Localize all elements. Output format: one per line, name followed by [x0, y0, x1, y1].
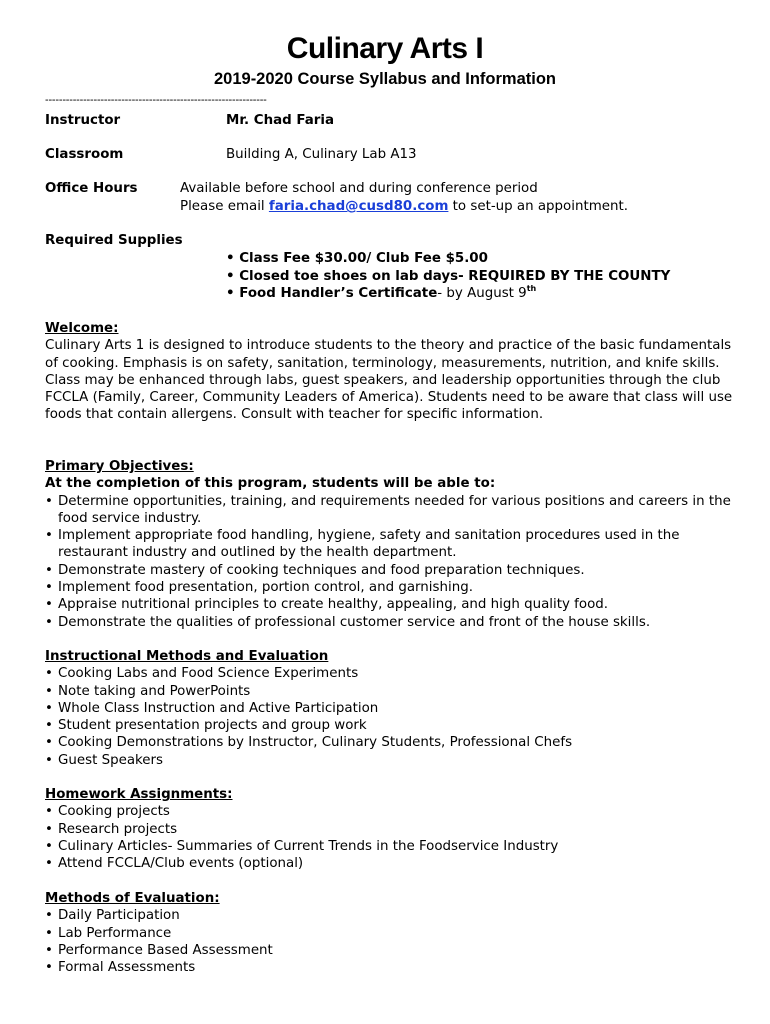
list-item: • Cooking Demonstrations by Instructor, Culinary Students, Professional Chefs	[45, 734, 735, 751]
page-title: Culinary Arts I	[286, 32, 484, 65]
list-item: • Research projects	[45, 821, 735, 838]
list-item: • Demonstrate the qualities of professional customer service and front of the house skills.	[45, 614, 735, 631]
list-item: • Note taking and PowerPoints	[45, 683, 735, 700]
classroom-label: Classroom	[45, 147, 124, 162]
office-hours-prefix: Please email	[180, 199, 269, 214]
list-item: • Implement food presentation, portion control, and garnishing.	[45, 579, 735, 596]
list-item: • Determine opportunities, training, and requirements needed for various positions and careers in the food service industry.	[45, 493, 735, 528]
homework-heading: Homework Assignments:	[45, 787, 233, 802]
supply-item: • Class Fee $30.00/ Club Fee $5.00	[226, 250, 670, 268]
welcome-text: Culinary Arts 1 is designed to introduce students to the theory and practice of the basic fundamentals of cooking. Emphasis is on safety, sanitation, terminology, measurements, nutrition, and knife skills. Class may be enhanced through labs, guest speakers, and leadership opportunities through the club FCCLA (Family, Career, Community Leaders of America). Students need to be aware that class will use foods that contain allergens. Consult with teacher for specific information.	[45, 338, 733, 423]
methods-section	[45, 648, 735, 769]
instructor-label: Instructor	[45, 113, 121, 128]
list-item: • Culinary Articles- Summaries of Current Trends in the Foodservice Industry	[45, 838, 735, 855]
objectives-section	[45, 458, 735, 631]
methods-heading: Instructional Methods and Evaluation	[45, 649, 329, 664]
evaluation-section	[45, 890, 735, 976]
objectives-heading: Primary Objectives:	[45, 459, 194, 474]
methods-list	[45, 665, 735, 769]
list-item: • Guest Speakers	[45, 752, 735, 769]
evaluation-list	[45, 907, 735, 976]
list-item: • Implement appropriate food handling, hygiene, safety and sanitation procedures used in the restaurant industry and outlined by the health department.	[45, 527, 735, 562]
divider-line: ----------------------------------------------------------------	[45, 94, 267, 106]
office-hours-suffix: to set-up an appointment.	[448, 199, 628, 214]
list-item: • Daily Participation	[45, 907, 735, 924]
supply-item: • Food Handler’s Certificate- by August 9th	[226, 285, 670, 303]
instructor-email-link[interactable]: faria.chad@cusd80.com	[268, 199, 449, 214]
classroom-value: Building A, Culinary Lab A13	[226, 147, 417, 162]
required-supplies-label: Required Supplies	[45, 233, 183, 248]
office-hours-label: Office Hours	[45, 181, 138, 196]
list-item: • Cooking Labs and Food Science Experiments	[45, 665, 735, 682]
required-supplies-list	[226, 250, 670, 303]
evaluation-heading: Methods of Evaluation:	[45, 891, 220, 906]
page-subtitle: 2019-2020 Course Syllabus and Information	[213, 70, 557, 88]
list-item: • Formal Assessments	[45, 959, 735, 976]
homework-section	[45, 786, 735, 872]
instructor-value: Mr. Chad Faria	[226, 113, 335, 128]
objectives-intro: At the completion of this program, students will be able to:	[45, 476, 496, 492]
list-item: • Cooking projects	[45, 803, 735, 820]
list-item: • Performance Based Assessment	[45, 942, 735, 959]
list-item: • Student presentation projects and group work	[45, 717, 735, 734]
objectives-list	[45, 493, 735, 631]
homework-list	[45, 803, 735, 872]
list-item: • Demonstrate mastery of cooking techniques and food preparation techniques.	[45, 562, 735, 579]
list-item: • Whole Class Instruction and Active Participation	[45, 700, 735, 717]
supply-item: • Closed toe shoes on lab days- REQUIRED BY THE COUNTY	[226, 268, 670, 286]
welcome-section	[45, 320, 735, 424]
office-hours-line2	[180, 199, 628, 214]
list-item: • Appraise nutritional principles to create healthy, appealing, and high quality food.	[45, 596, 735, 613]
welcome-heading: Welcome:	[45, 321, 119, 336]
office-hours-line1: Available before school and during conference period	[180, 181, 538, 196]
list-item: • Lab Performance	[45, 925, 735, 942]
list-item: • Attend FCCLA/Club events (optional)	[45, 855, 735, 872]
